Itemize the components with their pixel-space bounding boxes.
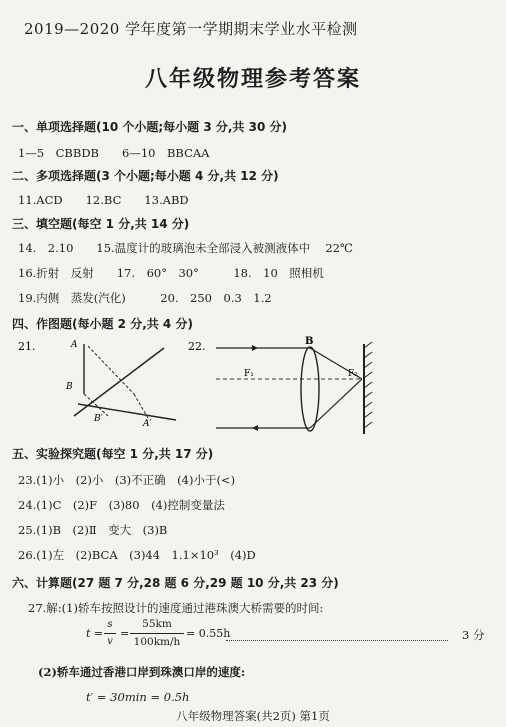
section-2-heading: 二、多项选择题(3 个小题;每小题 4 分,共 12 分) xyxy=(12,169,279,183)
section-5-line-25: 25.(1)B (2)Ⅱ 变大 (3)B xyxy=(18,523,168,537)
figure-22-label-f1: F₁ xyxy=(244,369,254,379)
section-1-heading: 一、单项选择题(10 个小题;每小题 3 分,共 30 分) xyxy=(12,120,287,134)
figure-21-label-a: A xyxy=(71,340,78,350)
section-3-line-19: 19.内侧 蒸发(汽化) 20. 250 0.3 1.2 xyxy=(18,291,272,305)
section-5-line-23: 23.(1)小 (2)小 (3)不正确 (4)小于(<) xyxy=(18,473,236,487)
exam-title: 2019—2020 学年度第一学期期末学业水平检测 xyxy=(24,20,358,38)
section-3-heading: 三、填空题(每空 1 分,共 14 分) xyxy=(12,217,190,231)
section-4-heading: 四、作图题(每小题 2 分,共 4 分) xyxy=(12,317,193,331)
section-3-line-16: 16.折射 反射 17. 60° 30° 18. 10 照相机 xyxy=(18,266,324,280)
formula-result: = 0.55h xyxy=(186,627,231,640)
figure-22-mirror-hatch xyxy=(364,342,372,428)
formula-numerator-s: s xyxy=(107,619,113,630)
page-footer: 八年级物理答案(共2页) 第1页 xyxy=(176,709,330,723)
question-27-time-2: t′ = 30min = 0.5h xyxy=(86,690,190,704)
formula-fraction-bar-2 xyxy=(130,633,184,634)
formula-equals: = xyxy=(120,627,130,640)
figure-21-image-line xyxy=(78,404,176,420)
figure-22-diagram xyxy=(186,334,396,434)
formula-fraction-bar-1 xyxy=(104,633,116,634)
section-5-heading: 五、实验探究题(每空 1 分,共 17 分) xyxy=(12,447,214,461)
figure-21-label-a-prime: A′ xyxy=(143,419,152,429)
question-27-intro: 27.解:(1)轿车按照设计的速度通过港珠澳大桥需要的时间: xyxy=(28,601,324,615)
figure-22-arrow-1 xyxy=(252,345,258,351)
figure-22-label-b: B xyxy=(305,336,314,347)
formula-denominator-speed: 100km/h xyxy=(133,636,181,648)
figure-21-diagram xyxy=(16,334,186,434)
question-27-part-2: (2)轿车通过香港口岸到珠澳口岸的速度: xyxy=(38,665,246,679)
figure-21-label-b: B xyxy=(66,382,73,392)
section-5-line-26: 26.(1)左 (2)BCA (3)44 1.1×10³ (4)D xyxy=(18,548,256,562)
figure-22-lens xyxy=(301,347,319,431)
section-3-line-14: 14. 2.10 15.温度计的玻璃泡未全部浸入被测液体中 22℃ xyxy=(18,241,353,255)
section-1-answers: 1—5 CBBDB 6—10 BBCAA xyxy=(18,146,210,160)
formula-lhs: t = xyxy=(86,627,104,640)
figure-22-arrow-2 xyxy=(252,425,258,431)
formula-denominator-v: v xyxy=(107,636,113,647)
formula-numerator-distance: 55km xyxy=(142,618,172,630)
section-2-answers: 11.ACD 12.BC 13.ABD xyxy=(18,193,189,207)
figure-21-mirror-a-ray xyxy=(88,346,134,394)
figure-21-number: 21. xyxy=(18,340,36,353)
figure-21-label-b-prime: B′ xyxy=(94,414,103,424)
question-27-score: 3 分 xyxy=(462,628,485,642)
section-6-heading: 六、计算题(27 题 7 分,28 题 6 分,29 题 10 分,共 23 分) xyxy=(12,576,339,590)
score-leader-dots xyxy=(226,640,448,641)
figure-22-label-f2: F₂ xyxy=(348,369,358,379)
section-5-line-24: 24.(1)C (2)F (3)80 (4)控制变量法 xyxy=(18,498,225,512)
document-title: 八年级物理参考答案 xyxy=(144,67,361,92)
figure-22-number: 22. xyxy=(188,340,206,353)
